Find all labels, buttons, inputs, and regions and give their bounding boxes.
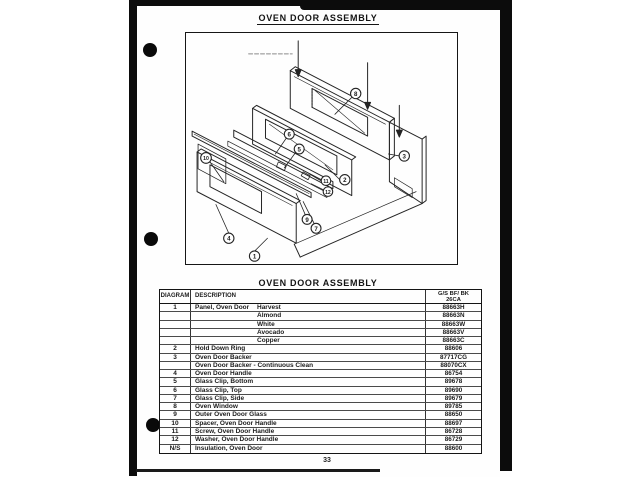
cell-part-number: 88663V [442,328,465,336]
cell-part-number: 86729 [444,436,463,444]
scan-edge-right [500,0,512,471]
cell-description [191,304,426,311]
cell-description [191,329,426,336]
svg-text:7: 7 [314,225,318,233]
cell-part-number: 88663W [441,320,466,328]
description-text: Washer, Oven Door Handle [195,436,279,444]
cell-part-number: 89690 [444,386,463,394]
svg-text:2: 2 [343,177,347,185]
table-row [160,378,481,386]
callout-11 [321,176,331,186]
cell-diagram: 8 [160,403,191,410]
cell-description [191,420,426,427]
top-title [137,8,499,26]
page-number: 33 [323,457,331,464]
table-row [160,436,481,444]
cell-part-number: 88070CX [440,361,467,369]
table-row [160,345,481,353]
cell-part-number: 86754 [444,370,463,378]
variant-text: Harvest [257,304,281,311]
cell-diagram: 2 [160,345,191,352]
table-row [160,337,481,345]
cell-diagram: N/S [160,445,191,453]
cell-description [191,428,426,435]
cell-diagram: 1 [160,304,191,311]
variant-text: White [257,320,275,328]
cell-part-number: 88663N [442,312,465,320]
cell-description [191,445,426,453]
cell-description [191,411,426,418]
cell-diagram [160,312,191,319]
table-header-row [160,290,481,304]
header-description: DESCRIPTION [191,290,426,303]
callout-9 [302,214,312,224]
cell-part-number: 88606 [444,345,463,353]
cell-diagram: 11 [160,428,191,435]
door-backer-panel [287,67,394,160]
table-title-text: OVEN DOOR ASSEMBLY [258,278,378,288]
table-row [160,387,481,395]
description-text: Oven Door Backer - Continuous Clean [195,361,314,369]
cell-diagram: 5 [160,378,191,385]
description-text: Screw, Oven Door Handle [195,427,275,435]
svg-text:8: 8 [353,90,358,98]
hole-punch [143,43,157,57]
cell-part-number: 88663H [442,304,465,311]
table-body [160,304,481,453]
description-text: Insulation, Oven Door [195,444,263,452]
callout-3 [399,151,409,161]
header-model-line1: G/S BF/ BK [438,291,469,297]
hole-punch [146,418,160,432]
description-text: Glass Clip, Top [195,386,242,394]
description-text: Oven Door Backer [195,353,252,361]
cell-part-number: 87717CG [440,353,467,361]
svg-text:10: 10 [203,156,209,163]
cell-part-number: 88663C [442,337,465,345]
cell-diagram: 10 [160,420,191,427]
explode-arrows [295,41,402,137]
callout-2 [340,175,350,185]
svg-text:12: 12 [325,189,331,196]
cell-part-number: 88600 [444,444,463,452]
callout-4 [224,233,234,243]
callout-5 [294,144,304,154]
svg-text:5: 5 [297,146,301,154]
header-model-line2: 26CA [446,297,461,303]
svg-text:1: 1 [252,253,257,261]
callout-7 [311,223,321,233]
table-row [160,445,481,453]
cell-diagram [160,321,191,328]
cell-diagram [160,362,191,369]
cell-diagram: 9 [160,411,191,418]
top-title-text: OVEN DOOR ASSEMBLY [258,13,378,23]
scan-edge-left [129,0,137,476]
callout-1 [249,251,259,261]
description-text: Oven Door Handle [195,370,252,378]
callout-6 [284,129,294,139]
cell-description [191,387,426,394]
cell-description [191,345,426,352]
cell-diagram: 3 [160,354,191,361]
table-row [160,312,481,320]
callout-10 [201,153,212,164]
door-side-wall [389,122,426,203]
oven-door-exploded-diagram [186,33,457,264]
variant-text: Avocado [257,328,285,336]
cell-description [191,378,426,385]
svg-text:3: 3 [402,153,406,161]
cell-part-number: 88697 [444,419,463,427]
table-row [160,403,481,411]
cell-description [191,436,426,443]
table-row [160,354,481,362]
table-row [160,395,481,403]
table-row [160,420,481,428]
table-row [160,370,481,378]
cell-diagram [160,337,191,344]
table-row [160,304,481,312]
header-diagram: DIAGRAM [160,290,191,303]
svg-text:6: 6 [287,131,291,139]
cell-description [191,312,426,319]
cell-diagram: 7 [160,395,191,402]
hole-punch [144,232,158,246]
cell-part-number: 89678 [444,378,463,386]
description-text: Oven Window [195,403,238,411]
svg-text:9: 9 [305,216,309,224]
cell-diagram: 4 [160,370,191,377]
variant-text: Copper [257,337,280,345]
description-text: Panel, Oven Door [195,304,250,311]
svg-text:11: 11 [323,179,329,186]
scan-smudge-bottom [136,469,380,472]
cell-description [191,370,426,377]
description-text: Spacer, Oven Door Handle [195,419,277,427]
description-text: Outer Oven Door Glass [195,411,267,419]
callout-12 [323,187,333,197]
table-row [160,321,481,329]
cell-description [191,354,426,361]
variant-text: Almond [257,312,282,320]
cell-description [191,403,426,410]
svg-text:4: 4 [227,235,231,243]
cell-description [191,395,426,402]
description-text: Hold Down Ring [195,345,246,353]
cell-part-number: 89785 [444,403,463,411]
table-row [160,362,481,370]
cell-part-number: 88650 [444,411,463,419]
callout-8 [351,88,361,98]
table-row [160,428,481,436]
header-model [426,290,481,303]
cell-part-number: 89679 [444,394,463,402]
description-text: Glass Clip, Side [195,394,245,402]
table-row [160,411,481,419]
cell-description [191,337,426,344]
cell-part-number: 86728 [444,427,463,435]
callout-bubbles [201,88,410,261]
cell-diagram [160,329,191,336]
outer-glass-sheet [228,130,333,197]
exploded-diagram-box [185,32,458,265]
cell-diagram: 12 [160,436,191,443]
cell-diagram: 6 [160,387,191,394]
description-text: Glass Clip, Bottom [195,378,254,386]
cell-description [191,362,426,369]
cell-description [191,321,426,328]
parts-table [159,289,482,454]
table-row [160,329,481,337]
